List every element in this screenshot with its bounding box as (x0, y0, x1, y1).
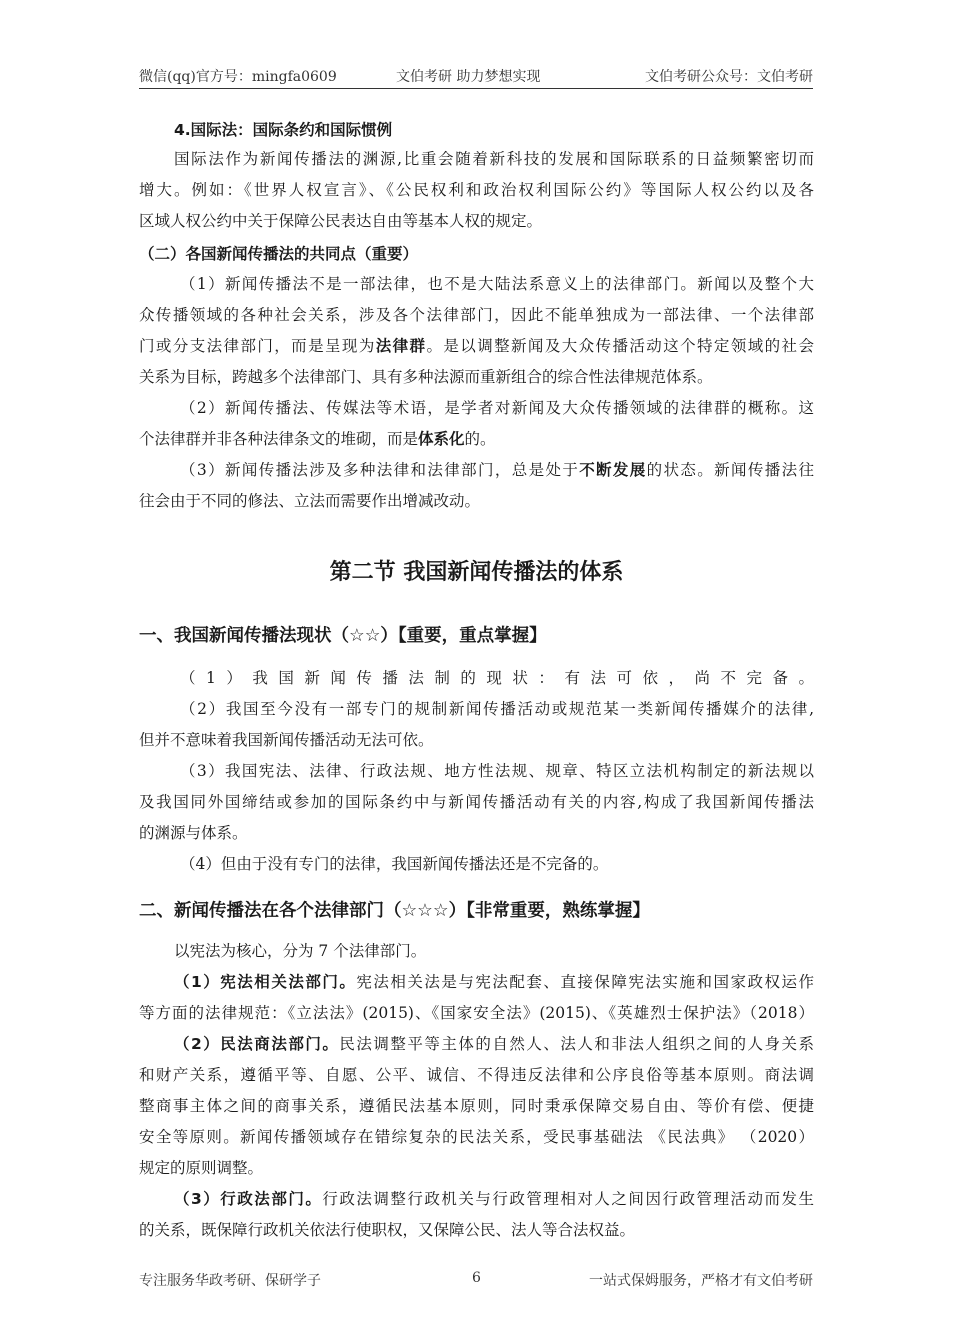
emphasis-text: 不断发展 (579, 461, 647, 479)
emphasis-text: 法律群 (375, 337, 427, 355)
paragraph-line: 但并不意味着我国新闻传播活动无法可依。 (139, 731, 434, 749)
paragraph-line: 的关系，既保障行政机关依法行使职权，又保障公民、法人等合法权益。 (139, 1221, 636, 1239)
common-points-heading: （二）各国新闻传播法的共同点（重要） (139, 245, 419, 263)
text-span: 宪法相关法是与宪法配套、直接保障宪法实施和国家政权运作 (356, 973, 814, 991)
paragraph-line: 的渊源与体系。 (139, 824, 248, 842)
text-span: （3）新闻传播法涉及多种法律和法律部门，总是处于 (180, 461, 580, 479)
header-center-text: 文伯考研 助力梦想实现 (396, 69, 541, 85)
text-span: 。是以调整新闻及大众传播活动这个特定领域的社会 (426, 337, 814, 355)
footer-left-text: 专注服务华政考研、保研学子 (139, 1273, 321, 1289)
footer-right-text: 一站式保姆服务，严格才有文伯考研 (589, 1273, 813, 1289)
dept-label: （2）民法商法部门。 (174, 1035, 340, 1053)
list-item: （2）我国至今没有一部专门的规制新闻传播活动或规范某一类新闻传播媒介的法律, (180, 700, 814, 718)
paragraph-line (180, 459, 814, 481)
paragraph-line: 整商事主体之间的商事关系，遵循民法基本原则，同时秉承保障交易自由、等价有偿、便捷 (139, 1097, 814, 1115)
paragraph-line: 以宪法为核心，分为 7 个法律部门。 (174, 942, 427, 960)
text-span: 的状态。新闻传播法往 (646, 461, 814, 479)
paragraph-line: 区域人权公约中关于保障公民表达自由等基本人权的规定。 (139, 212, 543, 230)
section-title: 第二节 我国新闻传播法的体系 (329, 560, 624, 585)
text-span: 行政法调整行政机关与行政管理相对人之间因行政管理活动而发生 (322, 1190, 814, 1208)
paragraph-line: 规定的原则调整。 (139, 1159, 264, 1177)
paragraph-line: 众传播领域的各种社会关系，涉及各个法律部门，因此不能单独成为一部法律、一个法律部 (139, 306, 814, 324)
header-left-text: 微信(qq)官方号：mingfa0609 (139, 69, 337, 85)
part2-heading: 二、新闻传播法在各个法律部门（☆☆☆）【非常重要，熟练掌握】 (139, 901, 650, 921)
part1-heading: 一、我国新闻传播法现状（☆☆）【重要，重点掌握】 (139, 626, 547, 646)
list-item (174, 1033, 814, 1055)
intl-law-heading: 4.国际法：国际条约和国际惯例 (174, 121, 393, 139)
header-right-text: 文伯考研公众号：文伯考研 (645, 69, 813, 85)
paragraph-line (139, 428, 814, 450)
list-item (174, 971, 814, 993)
paragraph-line: 和财产关系，遵循平等、自愿、公平、诚信、不得违反法律和公序良俗等基本原则。商法调 (139, 1066, 814, 1084)
dept-label: （1）宪法相关法部门。 (174, 973, 357, 991)
paragraph-line: （1）新闻传播法不是一部法律，也不是大陆法系意义上的法律部门。新闻以及整个大 (180, 275, 814, 293)
paragraph-line: 国际法作为新闻传播法的渊源,比重会随着新科技的发展和国际联系的日益频繁密切而 (174, 150, 814, 168)
text-span: 民法调整平等主体的自然人、法人和非法人组织之间的人身关系 (339, 1035, 814, 1053)
emphasis-text: 体系化 (418, 430, 465, 448)
paragraph-line: 及我国同外国缔结或参加的国际条约中与新闻传播活动有关的内容,构成了我国新闻传播法 (139, 793, 814, 811)
list-item (174, 1188, 814, 1210)
paragraph-line: 等方面的法律规范：《立法法》(2015)、《国家安全法》(2015)、《英雄烈士保护法》（2018） (139, 1004, 814, 1022)
paragraph-line: 往会由于不同的修法、立法而需要作出增减改动。 (139, 492, 481, 510)
paragraph-line: 关系为目标，跨越多个法律部门、具有多种法源而重新组合的综合性法律规范体系。 (139, 368, 713, 386)
list-item: （4）但由于没有专门的法律，我国新闻传播法还是不完备的。 (180, 855, 609, 873)
text-span: 门或分支法律部门，而是呈现为 (139, 337, 376, 355)
list-item: （1）我国新闻传播法制的现状：有法可依，尚不完备。 (180, 669, 814, 687)
paragraph-line: 增大。例如：《世界人权宣言》、《公民权利和政治权利国际公约》等国际人权公约以及各 (139, 181, 814, 199)
text-span: 的。 (464, 430, 496, 448)
page-header (139, 62, 813, 89)
text-span: 个法律群并非各种法律条文的堆砌，而是 (139, 430, 419, 448)
paragraph-line: （2）新闻传播法、传媒法等术语，是学者对新闻及大众传播领域的法律群的概称。这 (180, 399, 814, 417)
paragraph-line (139, 335, 814, 357)
dept-label: （3）行政法部门。 (174, 1190, 323, 1208)
list-item: （3）我国宪法、法律、行政法规、地方性法规、规章、特区立法机构制定的新法规以 (180, 762, 814, 780)
page-number: 6 (472, 1270, 481, 1286)
paragraph-line: 安全等原则。新闻传播领域存在错综复杂的民法关系，受民事基础法 《民法典》 （2020） (139, 1128, 814, 1146)
